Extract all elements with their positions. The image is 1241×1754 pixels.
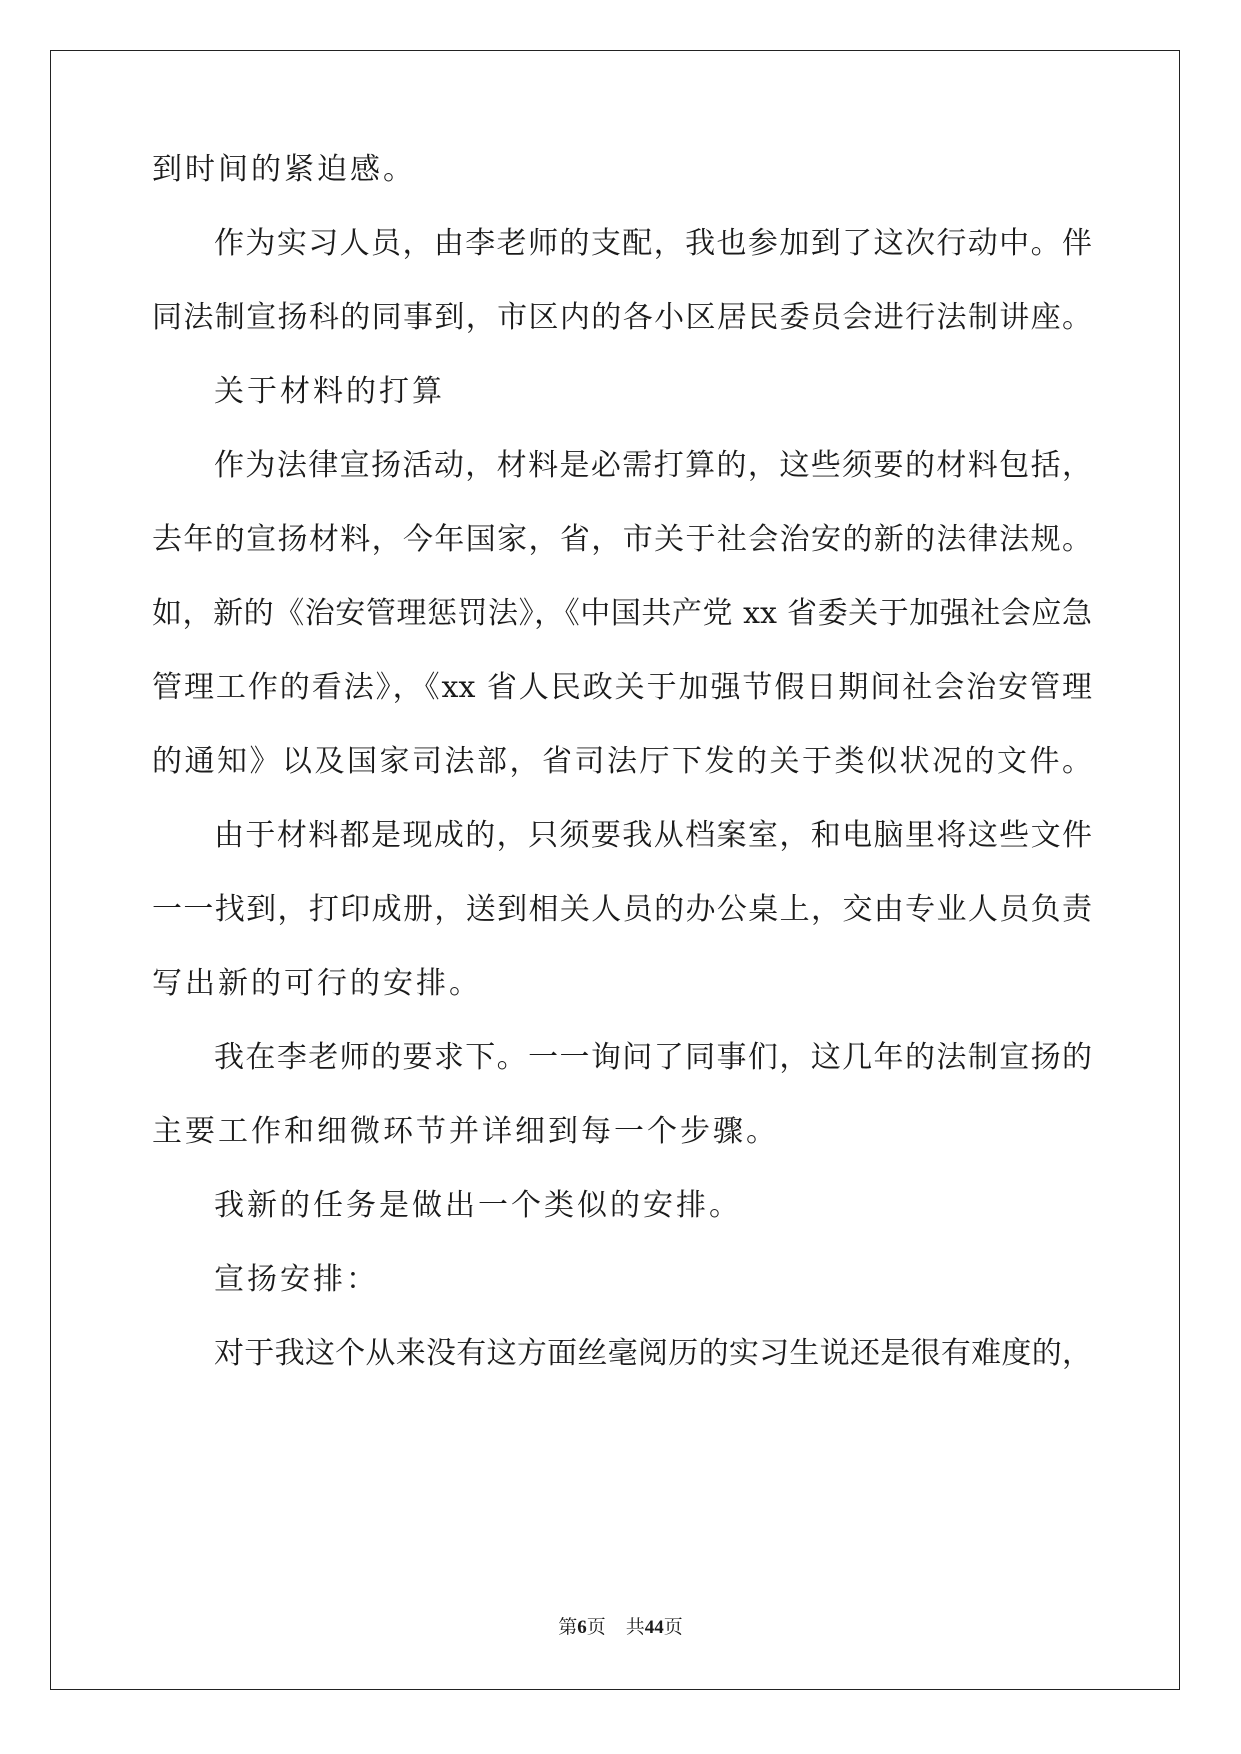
footer-prefix: 第 [558,1617,578,1638]
footer-total-suffix: 页 [663,1617,683,1638]
footer-total-prefix: 共 [625,1617,645,1638]
text-line: 由于材料都是现成的，只须要我从档案室，和电脑里将这些文件 [214,818,1092,853]
section-heading: 关于材料的打算 [214,374,445,409]
text-line: 作为法律宣扬活动，材料是必需打算的，这些须要的材料包括， [214,448,1092,483]
page-number: 6 [577,1617,587,1638]
text-line: 一一找到，打印成册，送到相关人员的办公桌上，交由专业人员负责 [152,892,1092,927]
text-line: 的通知》以及国家司法部，省司法厅下发的关于类似状况的文件。 [152,744,1092,779]
page-border [50,50,1180,1690]
text-line: 主要工作和细微环节并详细到每一个步骤。 [152,1114,779,1149]
text-line: 我新的任务是做出一个类似的安排。 [214,1188,742,1223]
text-line: 对于我这个从来没有这方面丝毫阅历的实习生说还是很有难度的， [214,1336,1092,1371]
total-pages: 44 [644,1617,664,1638]
text-line: 如，新的《治安管理惩罚法》，《中国共产党 xx 省委关于加强社会应急 [152,596,1092,631]
section-heading: 宣扬安排： [214,1262,379,1297]
text-line: 写出新的可行的安排。 [152,966,482,1001]
page-footer [0,1616,1241,1640]
text-line: 去年的宣扬材料，今年国家，省，市关于社会治安的新的法律法规。 [152,522,1092,557]
text-line: 到时间的紧迫感。 [152,152,416,187]
text-line: 我在李老师的要求下。一一询问了同事们，这几年的法制宣扬的 [214,1040,1092,1075]
text-line: 管理工作的看法》，《xx 省人民政关于加强节假日期间社会治安管理 [152,670,1092,705]
text-line: 同法制宣扬科的同事到，市区内的各小区居民委员会进行法制讲座。 [152,300,1092,335]
footer-page-suffix: 页 [586,1617,606,1638]
text-line: 作为实习人员，由李老师的支配，我也参加到了这次行动中。伴 [214,226,1092,261]
